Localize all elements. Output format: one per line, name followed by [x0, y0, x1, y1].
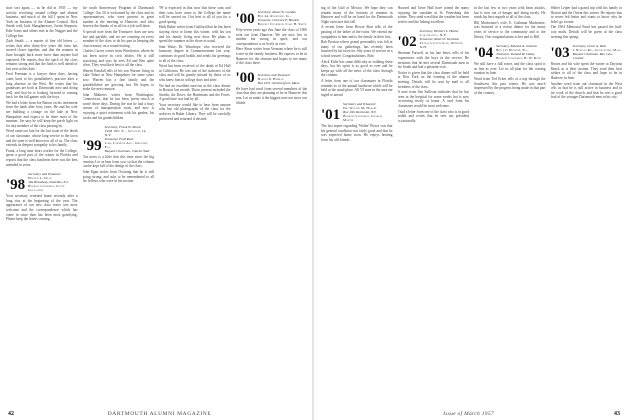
- issue-title: Issue of March 1957: [443, 411, 494, 417]
- class-officers: [343, 102, 392, 122]
- class-note-paragraph: Your secretary would like to hear from anyone who has old photographs of the class for the archives in Baker Library. They will be carefully preserved and returned if desired.: [159, 102, 231, 121]
- class-note-paragraph: Aleck Ettlie has some difficulty in walking these days, but his spirit is as good as ever and he keeps up with all the news of the class through the column.: [321, 59, 393, 78]
- officer-line: Treasurer, Albert E. Keniston: [419, 37, 460, 42]
- class-year-header: [551, 44, 623, 60]
- class-year: '00: [235, 69, 255, 86]
- officer-line: Bequest Chairman, H. W. Roth: [496, 56, 542, 61]
- officer-line: Canandaigua, N.Y.: [419, 33, 447, 38]
- class-note-paragraph: in the last few or two years with heart attacks, but is now out of danger and doing nicely. He sends his best regards to all of the class.: [474, 6, 546, 20]
- text-column: [83, 6, 155, 404]
- class-officers: [420, 29, 469, 49]
- page-gutter: [312, 0, 314, 420]
- officer-line: Dr. Walter M. Hobart: [343, 106, 377, 111]
- officer-line: Bequest Chairman, Rev. Geo. Crocker: [572, 52, 613, 61]
- class-note-paragraph: We still have a full roster, and the class spirit is as fine as ever. Let us all plan for the coming reunion in June.: [474, 62, 546, 76]
- class-officers: [496, 44, 541, 60]
- officer-line: Treasurer, Clarence F. Bennett: [257, 18, 299, 22]
- right-page: [317, 0, 626, 420]
- officer-line: 2 Nichols Rd., Gloucester, Mass.: [572, 48, 622, 53]
- officer-line: 42 Lafayette Circle, Winsted, N.H.: [419, 41, 464, 50]
- class-officers: [105, 125, 154, 153]
- class-year-header: [83, 125, 155, 153]
- class-year-header: [6, 172, 78, 192]
- class-note-paragraph: Herb Baker writes from Guilford that he has been staying close to home this winter, with his son and his family living next door. He plans to spend the summer at the shore as usual.: [159, 25, 231, 44]
- class-note-paragraph: John Mathews writes from Washington, Connecticut, that he has been 'pretty much at home' these days. During the war he had a busy season of transportation work, and now is enjoying a quiet retirement with his garden, his books and his grandchildren.: [82, 92, 154, 120]
- class-note-paragraph: the south Anniversary Program of Dartmouth College. Our 50 is welcomed by the class and its representatives, who were present in great number at the meeting in Hanover, and who deserve the thanks of us all for a job well done.: [82, 6, 154, 29]
- officer-line: Box 12, Dunedin, Fla.: [496, 48, 529, 53]
- class-year-header: [474, 44, 546, 60]
- class-note-paragraph: Frank, a long time heart worker for the College, spent a good part of the winter in Florida and reports that the class luncheon there was the best attended in years.: [6, 148, 78, 167]
- class-year-header: [398, 29, 470, 49]
- officer-line: Secretary and Treasurer: [257, 72, 291, 77]
- class-note-paragraph: A letter from one of our classmates in Florida reminds us of the annual luncheon which will be held at the usual place. All '01 men in the area are urged to attend.: [321, 78, 393, 97]
- class-officers: [258, 10, 307, 26]
- class-note-paragraph: Bob Preston whose genial personality was felt at many of our gatherings, has recently been honored by his town for fifty years of service as a school trustee. Congratulations, Bob.: [321, 40, 393, 58]
- class-officers: [258, 73, 300, 85]
- left-page: [2, 0, 311, 420]
- officer-line: Box 100, Rochester, N.Y.: [343, 110, 377, 115]
- page-number: 43: [614, 411, 620, 417]
- class-year: '04: [474, 45, 494, 62]
- officer-line: Box 44, Rockford, Ill.: [257, 14, 292, 18]
- class-note-paragraph: Sam Waite, Dr. Wauchope, who received the honorary degree at Commencement last year, continues in good health and sends his greetings to all of the class.: [159, 44, 231, 63]
- class-note-paragraph: A recent letter from Howie Burt tells of the passing of the father of the twins. We extend our sympathies to him and to the family in their loss.: [321, 25, 393, 39]
- officer-line: Secretary, Edward A. Johnson: [496, 44, 538, 49]
- class-note-paragraph: John Egan writes from Ossining that he is still going strong, and asks to be remembered to all the fellows who were in his section.: [82, 170, 154, 184]
- class-year: '01: [321, 107, 341, 124]
- text-column: [474, 6, 546, 404]
- class-note-paragraph: Charles Carver writes from Winchester, where he has been active in civic affairs. He is still practicing and says he sees Ed and Ben quite often. They send their best to all the class.: [82, 49, 154, 68]
- left-page-columns: [6, 6, 307, 404]
- class-note-paragraph: Brown and his wife spent the winter at Daytona Beach as is their custom. They send their best wishes to all of the class and hope to be in Hanover in June.: [550, 62, 622, 80]
- officer-line: Bequest Chairman, Carl H. Smith: [257, 22, 307, 26]
- officer-line: Lake Carnegie Ave., Orlando, Fla.: [104, 141, 149, 150]
- class-officers: [28, 172, 77, 192]
- officer-line: Secretary, Frank W. Morse: [104, 125, 142, 130]
- class-note-paragraph: Sherman Farwell, in his late letter, tells of his experiences with the boys in the service. He mentions that he met several Dartmouth men in the South and had a pleasant visit.: [397, 51, 469, 70]
- class-note-paragraph: Fifty-seven years ago this June the class of 1900 went out from Hanover. We are now few in number but strong in spirit, and our correspondence is as lively as ever.: [235, 28, 307, 46]
- class-note-paragraph: Howard and Gene Hall have joined the many enjoying the sunshine at St. Petersburg this winter. They send word that the weather has been perfect and the fishing excellent.: [397, 6, 469, 24]
- officer-line: Treasurer, Donald M. Oakey: [496, 52, 535, 57]
- class-note-paragraph: The 1904 Memorial Fund has passed the half-way mark. Details will be given at the class meeting this spring.: [550, 25, 622, 39]
- class-note-paragraph: Word from Ted Ecker tells of a trip through the Southwest this past winter. He was much impressed by the progress being made in that part of the country.: [474, 76, 546, 95]
- officer-line: Secretary and Treasurer: [28, 172, 61, 177]
- class-year: '03: [550, 45, 570, 62]
- class-note-paragraph: Warren Kendall tells of his son Warren living in Lake Tahoe in New Hampshire for some years now. Warren has a fine family and the grandchildren are growing fast. He hopes to make the next reunion.: [82, 68, 154, 92]
- class-year-header: [236, 71, 308, 85]
- text-column: [551, 6, 623, 404]
- class-note-paragraph: Word came too late for the last issue of the death of our classmate, whose long service to the town and the state is well known to all of us. The class extends its deepest sympathy to his family.: [6, 129, 78, 148]
- officer-line: Secretary, Herbert L. Hunter: [419, 29, 459, 34]
- text-column: [6, 6, 78, 404]
- right-page-footer: [323, 411, 620, 417]
- text-column: [398, 6, 470, 404]
- officer-line: Secretary, Albert W. Gordon: [257, 10, 296, 14]
- class-year: '02: [397, 34, 417, 51]
- left-page-footer: [8, 411, 305, 417]
- officer-line: Harold P. Hinman: [257, 76, 284, 81]
- class-note-paragraph: '99 is expected in that now that these sons and their sons have come to the College the name will be carried on. Our best to all of you for a good spring.: [159, 6, 231, 24]
- officer-line: 49a Broadway, Dunellen, N.J.: [28, 180, 70, 185]
- class-year-header: [321, 102, 393, 122]
- class-note-paragraph: Walter Leiper had a grand trip with his family to Hawaii and the Orient this winter. He reports that he never felt better and wants to know why he didn't go sooner.: [550, 6, 622, 24]
- class-officers: [573, 44, 622, 60]
- class-note-paragraph: We had an excellent turn-out at the class dinner in Boston last month. Those present included the Smiths, the Dows, the Harrimans and the Foxes. A good time was had by all.: [159, 83, 231, 102]
- magazine-title: DARTMOUTH ALUMNI MAGAZINE: [107, 411, 212, 417]
- class-year: '00: [235, 11, 255, 27]
- class-year: '98: [6, 177, 26, 194]
- class-note-paragraph: We had a letter from Joe Barton on his retirement from the bank after forty years. He and his wife are building a cottage on the lake in New Hampshire and expect to be there most of the summer. Joe says he will keep the porch light on for any member of the class passing by.: [6, 100, 78, 128]
- right-page-columns: [321, 6, 622, 404]
- class-note-paragraph: Fred Freeman is a lawyer these days, having come back to his grandfather's practice after a long absence in the West. He writes that his grandsons are both at Dartmouth now and doing well, and that he is looking forward to coming back for the fall games with the boys.: [6, 72, 78, 100]
- class-note-paragraph: Your secretary returned home recently after a long stay at the beginning of the year. The appearance of our new class roster was most welcome and the correspondence which has come in since then has been most gratifying. Please keep the letters coming.: [6, 194, 78, 222]
- officer-line: Secretary, Oscar A. Rich: [572, 44, 607, 49]
- class-note-paragraph: The last report regarding 'Walter' Pierce was that his general condition was fairly good and that he was expected home soon. He enjoys hearing from his old friends.: [321, 124, 393, 143]
- officer-line: Treasurer, Ford Rosé: [104, 137, 134, 142]
- class-note-paragraph: Another word from our classmate in the West tells us that he is still active in business and in the work of the church, and that he sees a good deal of the younger Dartmouth men in his city.: [550, 81, 622, 100]
- text-column: [159, 6, 231, 404]
- class-year: '99: [82, 138, 102, 155]
- officer-line: Harold L. Dean: [28, 176, 52, 181]
- class-note-paragraph: Notice is given that the class dinner will be held in New York on the evening of the alumni meeting. Details will be sent by mail to all members of the class.: [397, 70, 469, 89]
- page-number: 42: [8, 411, 14, 417]
- class-note-paragraph: A note from Jim Sullivan indicates that he has been in the hospital for some weeks but is now recovering nicely at home. A card from his classmates would be most welcome.: [397, 90, 469, 108]
- class-note-paragraph: I had a letter from one of the class who is in good health and writes that he sees our president occasionally.: [397, 109, 469, 123]
- officer-line: Bequest Chairman, Justin Gallagher: [28, 184, 65, 193]
- officer-line: Bequest Chairman, Charles Martin: [343, 114, 383, 123]
- officer-line: Box 1031, Newburyport, Mass.: [257, 80, 300, 85]
- officer-line: 1958 18th St., Syracuse 14, N.Y.: [104, 129, 147, 138]
- officer-line: Secretary and Treasurer: [343, 102, 376, 107]
- class-note-paragraph: tract sort again — as he did in 1935 — my activity revolving around college and alumni business, and much of the fall I spent in New York on business of the Alumni Council. Dick Smith with Jack Shaughnessey, Justin Simpson, Edie Jones and others met at the Nugget and the College Inn.: [6, 6, 78, 38]
- officer-line: Bequest Chairman, Charles Wait: [104, 149, 150, 154]
- text-column: [236, 6, 308, 404]
- text-column: [321, 6, 393, 404]
- class-note-paragraph: We have had word from several members of the class that they are planning to be in Hanover this year. Let us make it the biggest turn-out since our fiftieth.: [235, 86, 307, 105]
- class-note-paragraph: Our news is a little thin this time since the big reunion. Let us hear from you, so that the column can be kept full of the doings of the class.: [82, 155, 154, 169]
- class-note-paragraph: Merv Shaw writes from Vermont where he is still active in the family business. He expects to be in Hanover for the reunion and hopes to see many of the class there.: [235, 47, 307, 66]
- class-note-paragraph: Word has been received of the death of Ed Hall in California. He was one of the stalwarts of the class and will be greatly missed by those of us who knew him in college days and after.: [159, 64, 231, 82]
- class-year-header: [236, 10, 308, 26]
- class-note-paragraph: A special note from the Treasurer: dues are now due and payable, and we are counting on every member of the class to do his part in keeping the class treasury on a sound footing.: [82, 29, 154, 48]
- class-note-paragraph: Bill Mackenzie's wife, E. Cushman Mackenzie, was honored at a recent dinner for her many years of service to the community and to the library. Our congratulations to her and to Bill.: [474, 20, 546, 39]
- class-note-paragraph: ing of the Gulf of Mexico. We hope they can remain many of the fortunes of summer in Hanover and will be on hand for the Dartmouth Night exercises this fall.: [321, 6, 393, 24]
- class-note-paragraph: Zach Smith — a master of fine old letters — writes that after thirty-five years the class has moved closer together, and that the reunion in June brought back more faces than anyone had expected. He reports that the spirit of the class remains strong and that the fund is well ahead of last year at this date.: [6, 39, 78, 71]
